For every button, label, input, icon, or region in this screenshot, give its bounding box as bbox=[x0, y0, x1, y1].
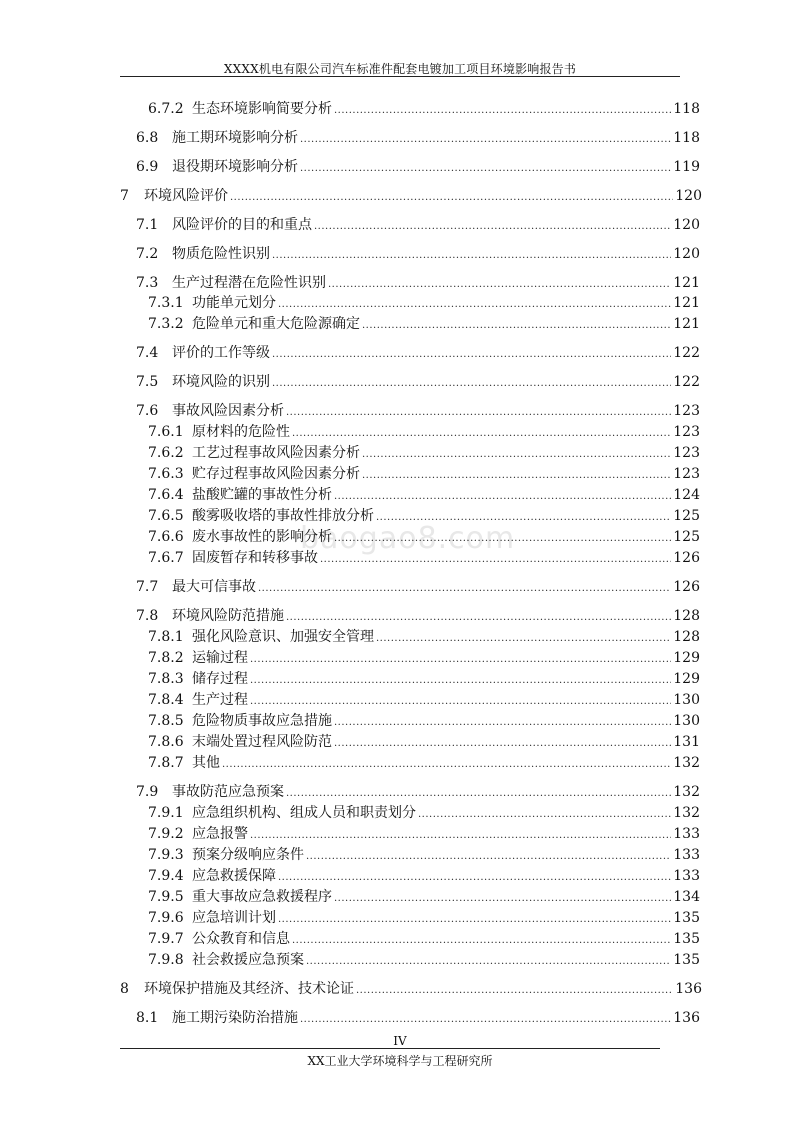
toc-title: 预案分级响应条件 bbox=[192, 847, 304, 863]
toc-number: 7.6.2 bbox=[148, 445, 184, 461]
toc-title: 固废暂存和转移事故 bbox=[192, 550, 318, 566]
toc-title: 事故防范应急预案 bbox=[172, 784, 284, 800]
toc-title: 盐酸贮罐的事故性分析 bbox=[192, 487, 332, 503]
toc-title: 生产过程潜在危险性识别 bbox=[172, 275, 326, 291]
toc-number: 7.8.2 bbox=[148, 650, 184, 666]
toc-leader bbox=[362, 317, 671, 335]
toc-entry[interactable] bbox=[148, 951, 700, 971]
toc-page: 122 bbox=[673, 345, 700, 361]
toc-title: 施工期污染防治措施 bbox=[172, 1010, 298, 1026]
toc-number: 7.9.1 bbox=[148, 805, 184, 821]
toc-leader bbox=[300, 131, 671, 149]
toc-page: 132 bbox=[673, 805, 700, 821]
toc-entry[interactable] bbox=[148, 846, 700, 866]
toc-title: 强化风险意识、加强安全管理 bbox=[192, 629, 374, 645]
toc-page: 136 bbox=[673, 1010, 700, 1026]
toc-page: 126 bbox=[673, 579, 700, 595]
toc-title: 评价的工作等级 bbox=[172, 345, 270, 361]
toc-title: 环境保护措施及其经济、技术论证 bbox=[144, 981, 354, 997]
toc-entry[interactable] bbox=[136, 274, 700, 294]
toc-title: 风险评价的目的和重点 bbox=[172, 217, 312, 233]
toc-entry[interactable] bbox=[148, 649, 700, 669]
toc-page: 129 bbox=[673, 650, 700, 666]
toc-leader bbox=[292, 932, 671, 950]
toc-page: 123 bbox=[673, 466, 700, 482]
toc-entry[interactable] bbox=[148, 528, 700, 548]
toc-number: 7.8.7 bbox=[148, 755, 184, 771]
toc-leader bbox=[418, 806, 671, 824]
toc-entry[interactable] bbox=[120, 187, 702, 207]
toc-number: 7.8.3 bbox=[148, 671, 184, 687]
watermark: baogao8.com bbox=[300, 521, 516, 556]
toc-entry[interactable] bbox=[148, 712, 700, 732]
toc-title: 生态环境影响简要分析 bbox=[192, 101, 332, 117]
toc-page: 135 bbox=[673, 931, 700, 947]
toc-number: 7.8.1 bbox=[148, 629, 184, 645]
toc-number: 7.4 bbox=[136, 345, 159, 361]
toc-leader bbox=[306, 848, 671, 866]
toc-leader bbox=[362, 467, 671, 485]
toc-entry[interactable] bbox=[148, 804, 700, 824]
toc-number: 7.6.4 bbox=[148, 487, 184, 503]
toc-title: 环境风险的识别 bbox=[172, 374, 270, 390]
toc-number: 8.1 bbox=[136, 1010, 159, 1026]
toc-leader bbox=[222, 756, 671, 774]
toc-number: 7.3.2 bbox=[148, 316, 184, 332]
toc-leader bbox=[286, 785, 671, 803]
toc-leader bbox=[278, 869, 671, 887]
toc-title: 环境风险评价 bbox=[144, 188, 228, 204]
toc-page: 123 bbox=[673, 424, 700, 440]
toc-title: 公众教育和信息 bbox=[192, 931, 290, 947]
toc-title: 原材料的危险性 bbox=[192, 424, 290, 440]
running-header: XXXX机电有限公司汽车标准件配套电镀加工项目环境影响报告书 bbox=[223, 62, 577, 76]
toc-number: 7.8 bbox=[136, 608, 159, 624]
toc-entry[interactable] bbox=[148, 100, 700, 120]
toc-title: 环境风险防范措施 bbox=[172, 608, 284, 624]
toc-entry[interactable] bbox=[136, 607, 700, 627]
toc-entry[interactable] bbox=[148, 825, 700, 845]
toc-leader bbox=[306, 953, 671, 971]
toc-leader bbox=[286, 609, 671, 627]
toc-entry[interactable] bbox=[148, 423, 700, 443]
toc-page: 133 bbox=[673, 847, 700, 863]
toc-leader bbox=[314, 218, 671, 236]
toc-title: 其他 bbox=[192, 755, 220, 771]
toc-entry[interactable] bbox=[148, 294, 700, 314]
toc-title: 重大事故应急救援程序 bbox=[192, 889, 332, 905]
toc-title: 工艺过程事故风险因素分析 bbox=[192, 445, 360, 461]
toc-entry[interactable] bbox=[148, 670, 700, 690]
toc-title: 功能单元划分 bbox=[192, 295, 276, 311]
toc-leader bbox=[376, 509, 671, 527]
toc-leader bbox=[278, 296, 671, 314]
toc-entry[interactable] bbox=[148, 733, 700, 753]
toc-entry[interactable] bbox=[120, 980, 702, 1000]
toc-leader bbox=[320, 551, 671, 569]
toc-page: 128 bbox=[673, 629, 700, 645]
toc-page: 120 bbox=[673, 246, 700, 262]
toc-entry[interactable] bbox=[148, 507, 700, 527]
toc-title: 事故风险因素分析 bbox=[172, 403, 284, 419]
toc-leader bbox=[250, 672, 671, 690]
toc-number: 7.9.2 bbox=[148, 826, 184, 842]
toc-leader bbox=[334, 714, 671, 732]
toc-number: 7.9.7 bbox=[148, 931, 184, 947]
toc-page: 128 bbox=[673, 608, 700, 624]
toc-page: 136 bbox=[675, 981, 702, 997]
toc-number: 7.7 bbox=[136, 579, 159, 595]
toc-entry[interactable] bbox=[148, 909, 700, 929]
toc-entry[interactable] bbox=[148, 867, 700, 887]
toc-page: 120 bbox=[675, 188, 702, 204]
toc-entry[interactable] bbox=[148, 888, 700, 908]
toc-entry[interactable] bbox=[136, 344, 700, 364]
toc-entry[interactable] bbox=[136, 373, 700, 393]
toc-title: 危险单元和重大危险源确定 bbox=[192, 316, 360, 332]
toc-page: 126 bbox=[673, 550, 700, 566]
toc-title: 危险物质事故应急措施 bbox=[192, 713, 332, 729]
toc-leader bbox=[334, 735, 671, 753]
toc-leader bbox=[250, 827, 671, 845]
toc-leader bbox=[250, 651, 671, 669]
toc-title: 最大可信事故 bbox=[172, 579, 256, 595]
toc-page: 124 bbox=[673, 487, 700, 503]
toc-leader bbox=[272, 375, 671, 393]
toc-page: 131 bbox=[673, 734, 700, 750]
toc-page: 123 bbox=[673, 403, 700, 419]
toc-title: 施工期环境影响分析 bbox=[172, 130, 298, 146]
toc-page: 125 bbox=[673, 529, 700, 545]
toc-page: 118 bbox=[673, 130, 700, 146]
toc-entry[interactable] bbox=[148, 486, 700, 506]
toc-page: 121 bbox=[673, 275, 700, 291]
toc-entry[interactable] bbox=[148, 315, 700, 335]
toc-page: 120 bbox=[673, 217, 700, 233]
toc-title: 社会救援应急预案 bbox=[192, 952, 304, 968]
toc-entry[interactable] bbox=[136, 245, 700, 265]
toc-title: 贮存过程事故风险因素分析 bbox=[192, 466, 360, 482]
toc-leader bbox=[292, 425, 671, 443]
toc-entry[interactable] bbox=[136, 783, 700, 803]
toc-page: 132 bbox=[673, 755, 700, 771]
toc-leader bbox=[300, 160, 671, 178]
toc-entry[interactable] bbox=[148, 465, 700, 485]
toc-entry[interactable] bbox=[136, 158, 700, 178]
toc-title: 应急培训计划 bbox=[192, 910, 276, 926]
toc-title: 应急组织机构、组成人员和职责划分 bbox=[192, 805, 416, 821]
toc-number: 6.7.2 bbox=[148, 101, 184, 117]
toc-number: 7.2 bbox=[136, 246, 159, 262]
toc-number: 7.8.4 bbox=[148, 692, 184, 708]
toc-number: 7.6.3 bbox=[148, 466, 184, 482]
running-footer: XX工业大学环境科学与工程研究所 bbox=[307, 1054, 493, 1068]
footer-rule bbox=[120, 1048, 660, 1049]
toc-number: 7.8.6 bbox=[148, 734, 184, 750]
toc-leader bbox=[230, 189, 673, 207]
toc-title: 应急报警 bbox=[192, 826, 248, 842]
toc-entry[interactable] bbox=[136, 402, 700, 422]
toc-entry[interactable] bbox=[136, 1009, 700, 1029]
toc-page: 135 bbox=[673, 910, 700, 926]
page-number: IV bbox=[393, 1034, 407, 1048]
toc-page: 129 bbox=[673, 671, 700, 687]
toc-title: 退役期环境影响分析 bbox=[172, 159, 298, 175]
toc-page: 130 bbox=[673, 692, 700, 708]
toc-leader bbox=[286, 404, 671, 422]
toc-number: 7.9.3 bbox=[148, 847, 184, 863]
toc-number: 7 bbox=[120, 188, 129, 204]
toc-title: 生产过程 bbox=[192, 692, 248, 708]
toc-leader bbox=[272, 247, 671, 265]
toc-entry[interactable] bbox=[136, 216, 700, 236]
toc-leader bbox=[356, 982, 673, 1000]
toc-number: 7.3.1 bbox=[148, 295, 184, 311]
toc-title: 应急救援保障 bbox=[192, 868, 276, 884]
toc-number: 7.6.1 bbox=[148, 424, 184, 440]
toc-leader bbox=[278, 911, 671, 929]
toc-leader bbox=[250, 693, 671, 711]
toc-page: 119 bbox=[673, 159, 700, 175]
toc-entry[interactable] bbox=[148, 549, 700, 569]
toc-page: 122 bbox=[673, 374, 700, 390]
toc-leader bbox=[300, 1011, 671, 1029]
toc-page: 133 bbox=[673, 868, 700, 884]
toc-number: 7.6 bbox=[136, 403, 159, 419]
toc-page: 130 bbox=[673, 713, 700, 729]
toc-page: 121 bbox=[673, 316, 700, 332]
toc-title: 末端处置过程风险防范 bbox=[192, 734, 332, 750]
toc-number: 6.8 bbox=[136, 130, 159, 146]
toc-number: 7.8.5 bbox=[148, 713, 184, 729]
toc-entry[interactable] bbox=[136, 129, 700, 149]
toc-leader bbox=[334, 890, 671, 908]
toc-title: 运输过程 bbox=[192, 650, 248, 666]
toc-leader bbox=[362, 446, 671, 464]
toc-leader bbox=[258, 580, 671, 598]
toc-title: 储存过程 bbox=[192, 671, 248, 687]
toc-number: 7.6.6 bbox=[148, 529, 184, 545]
toc-number: 7.1 bbox=[136, 217, 159, 233]
toc-number: 7.9.6 bbox=[148, 910, 184, 926]
toc-leader bbox=[376, 630, 671, 648]
toc-page: 133 bbox=[673, 826, 700, 842]
toc-title: 废水事故性的影响分析 bbox=[192, 529, 332, 545]
toc-leader bbox=[272, 346, 671, 364]
toc-entry[interactable] bbox=[136, 578, 700, 598]
toc-page: 135 bbox=[673, 952, 700, 968]
toc-number: 7.9.4 bbox=[148, 868, 184, 884]
toc-page: 132 bbox=[673, 784, 700, 800]
toc-number: 7.6.7 bbox=[148, 550, 184, 566]
toc-number: 7.5 bbox=[136, 374, 159, 390]
toc-leader bbox=[334, 488, 671, 506]
toc-leader bbox=[334, 530, 671, 548]
toc-entry[interactable] bbox=[148, 691, 700, 711]
toc-leader bbox=[334, 102, 671, 120]
toc-title: 酸雾吸收塔的事故性排放分析 bbox=[192, 508, 374, 524]
toc-page: 121 bbox=[673, 295, 700, 311]
toc-number: 6.9 bbox=[136, 159, 159, 175]
toc-entry[interactable] bbox=[148, 628, 700, 648]
toc-number: 7.6.5 bbox=[148, 508, 184, 524]
toc-page: 123 bbox=[673, 445, 700, 461]
toc-number: 7.3 bbox=[136, 275, 159, 291]
toc-number: 8 bbox=[120, 981, 129, 997]
toc-number: 7.9.8 bbox=[148, 952, 184, 968]
toc-entry[interactable] bbox=[148, 930, 700, 950]
toc-number: 7.9.5 bbox=[148, 889, 184, 905]
toc-entry[interactable] bbox=[148, 754, 700, 774]
toc-number: 7.9 bbox=[136, 784, 159, 800]
toc-page: 118 bbox=[673, 101, 700, 117]
toc-entry[interactable] bbox=[148, 444, 700, 464]
toc-leader bbox=[328, 276, 671, 294]
toc-title: 物质危险性识别 bbox=[172, 246, 270, 262]
toc-page: 125 bbox=[673, 508, 700, 524]
toc-page: 134 bbox=[673, 889, 700, 905]
